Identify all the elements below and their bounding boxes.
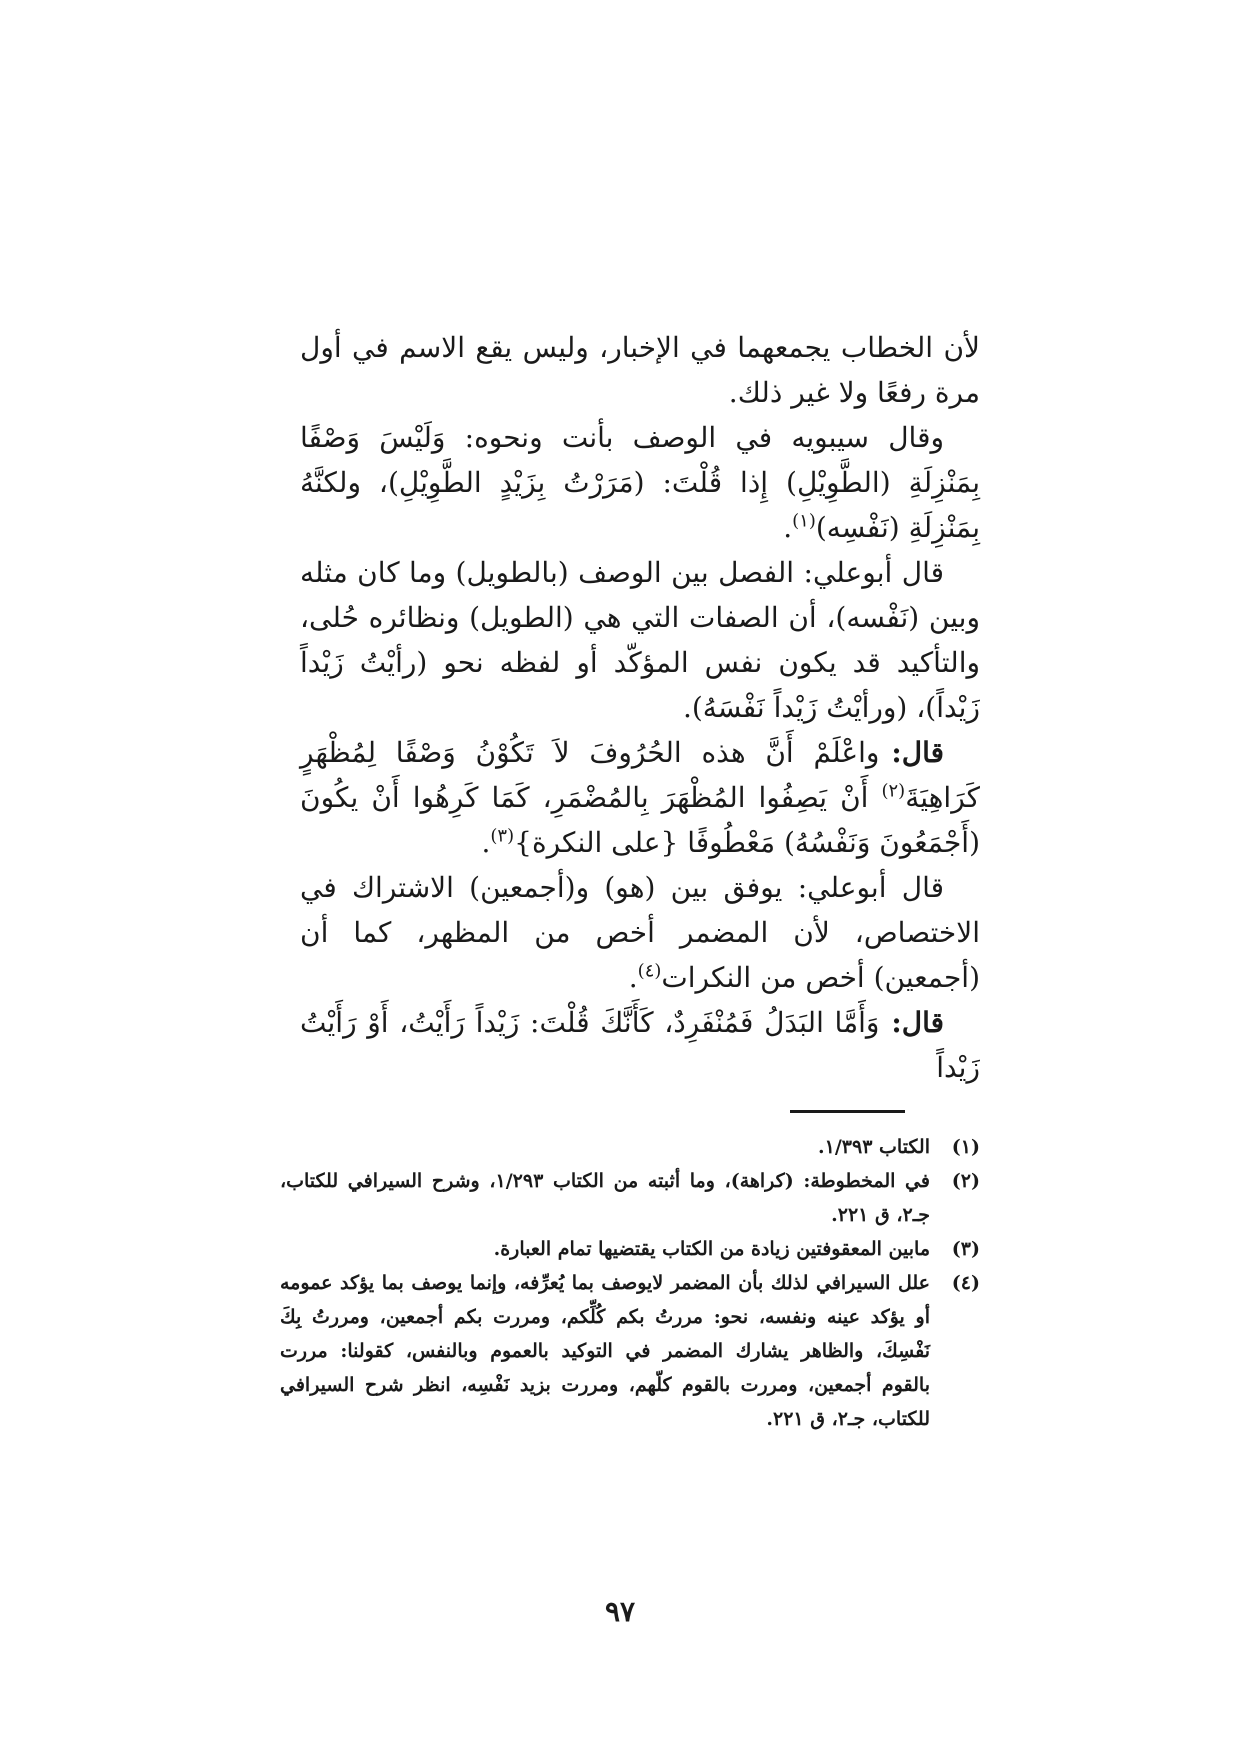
- footnote-ref-4: (٤): [637, 960, 662, 982]
- footnote-item: [280, 1232, 980, 1266]
- paragraph-6-text: وَأَمَّا البَدَلُ فَمُنْفَرِدٌ، كَأَنَّكَ قُلْتَ: زَيْداً رَأَيْتُ، أَوْ رَأَيْتُ زَيْداً: [300, 1006, 980, 1084]
- footnote-number: (٢): [951, 1170, 980, 1192]
- footnote-text: الكتاب ١/٣٩٣.: [818, 1136, 930, 1158]
- footnote-divider: [790, 1110, 905, 1113]
- paragraph-2: [300, 415, 980, 550]
- qal-label: قال:: [891, 736, 944, 769]
- paragraph-5-end: .: [628, 961, 638, 994]
- qal-label: قال:: [891, 1006, 944, 1039]
- footnote-ref-3: (٣): [490, 825, 515, 847]
- footnote-text: في المخطوطة: (كراهة)، وما أثبته من الكتاب ١/٢٩٣، وشرح السيرافي للكتاب، جـ٢، ق ٢٢١.: [280, 1170, 930, 1226]
- footnote-item: [280, 1266, 980, 1436]
- footnote-number: (١): [951, 1136, 980, 1158]
- footnote-item: [280, 1164, 980, 1232]
- footnotes: [280, 1130, 980, 1436]
- footnote-text: مابين المعقوفتين زيادة من الكتاب يقتضيها تمام العبارة.: [493, 1238, 930, 1260]
- footnote-number: (٤): [951, 1272, 980, 1294]
- paragraph-5-text: قال أبوعلي: يوفق بين (هو) و(أجمعين) الاشتراك في الاختصاص، لأن المضمر أخص من المظهر، كما أن (أجمعين) أخص من النكرات: [300, 871, 980, 994]
- paragraph-1: لأن الخطاب يجمعهما في الإخبار، وليس يقع الاسم في أول مرة رفعًا ولا غير ذلك.: [300, 331, 980, 409]
- main-text: [300, 325, 980, 1090]
- footnote-number: (٣): [951, 1238, 980, 1260]
- page-number: ٩٧: [604, 1595, 636, 1628]
- paragraph-5: [300, 865, 980, 1000]
- paragraph-4-text-b: أَنْ يَصِفُوا المُظْهَرَ بِالمُضْمَرِ، كَمَا كَرِهُوا أَنْ يكُونَ (أَجْمَعُونَ وَنَفْسُهُ) مَعْطُوفًا {على النكرة}: [300, 781, 980, 859]
- paragraph-2-text: وقال سيبويه في الوصف بأنت ونحوه: وَلَيْسَ وَصْفًا بِمَنْزِلَةِ (الطَّوِيْلِ) إِذا قُلْتَ: (مَرَرْتُ بِزَيْدٍ الطَّوِيْلِ)، ولكنَّهُ بِمَنْزِلَةِ (نَفْسِه): [300, 421, 980, 544]
- paragraph-6: [300, 1000, 980, 1090]
- paragraph-2-end: .: [783, 511, 793, 544]
- paragraph-4: [300, 730, 980, 865]
- paragraph-4-end: .: [481, 826, 491, 859]
- paragraph-4-text-a: واعْلَمْ أَنَّ هذه الحُرُوفَ لاَ تَكُوْنُ وَصْفًا لِمُظْهَرٍ كَرَاهِيَةَ: [300, 736, 980, 814]
- footnote-ref-2: (٢): [881, 780, 906, 802]
- footnote-ref-1: (١): [792, 510, 816, 532]
- footnote-item: [280, 1130, 980, 1164]
- footnote-text: علل السيرافي لذلك بأن المضمر لايوصف بما يُعرِّفه، وإنما يوصف بما يؤكد عمومه أو يؤكد عينه ونفسه، نحو: مررتُ بكم كُلِّكم، ومررت بكم أجمعين، ومررتُ بِكَ نَفْسِكَ، والظاهر يشارك المضمر في التوكيد بالعموم وبالنفس، كقولنا: مررت بالقوم أجمعين، ومررت بالقوم كلّهم، ومررت بزيد نَفْسِه، انظر شرح السيرافي للكتاب، جـ٢، ق ٢٢١.: [280, 1272, 930, 1430]
- paragraph-3: قال أبوعلي: الفصل بين الوصف (بالطويل) وما كان مثله وبين (نَفْسه)، أن الصفات التي هي (الطويل) ونظائره حُلى، والتأكيد قد يكون نفس المؤكّد أو لفظه نحو (رأيْتُ زَيْداً زَيْداً)، (ورأيْتُ زَيْداً نَفْسَهُ).: [300, 556, 980, 724]
